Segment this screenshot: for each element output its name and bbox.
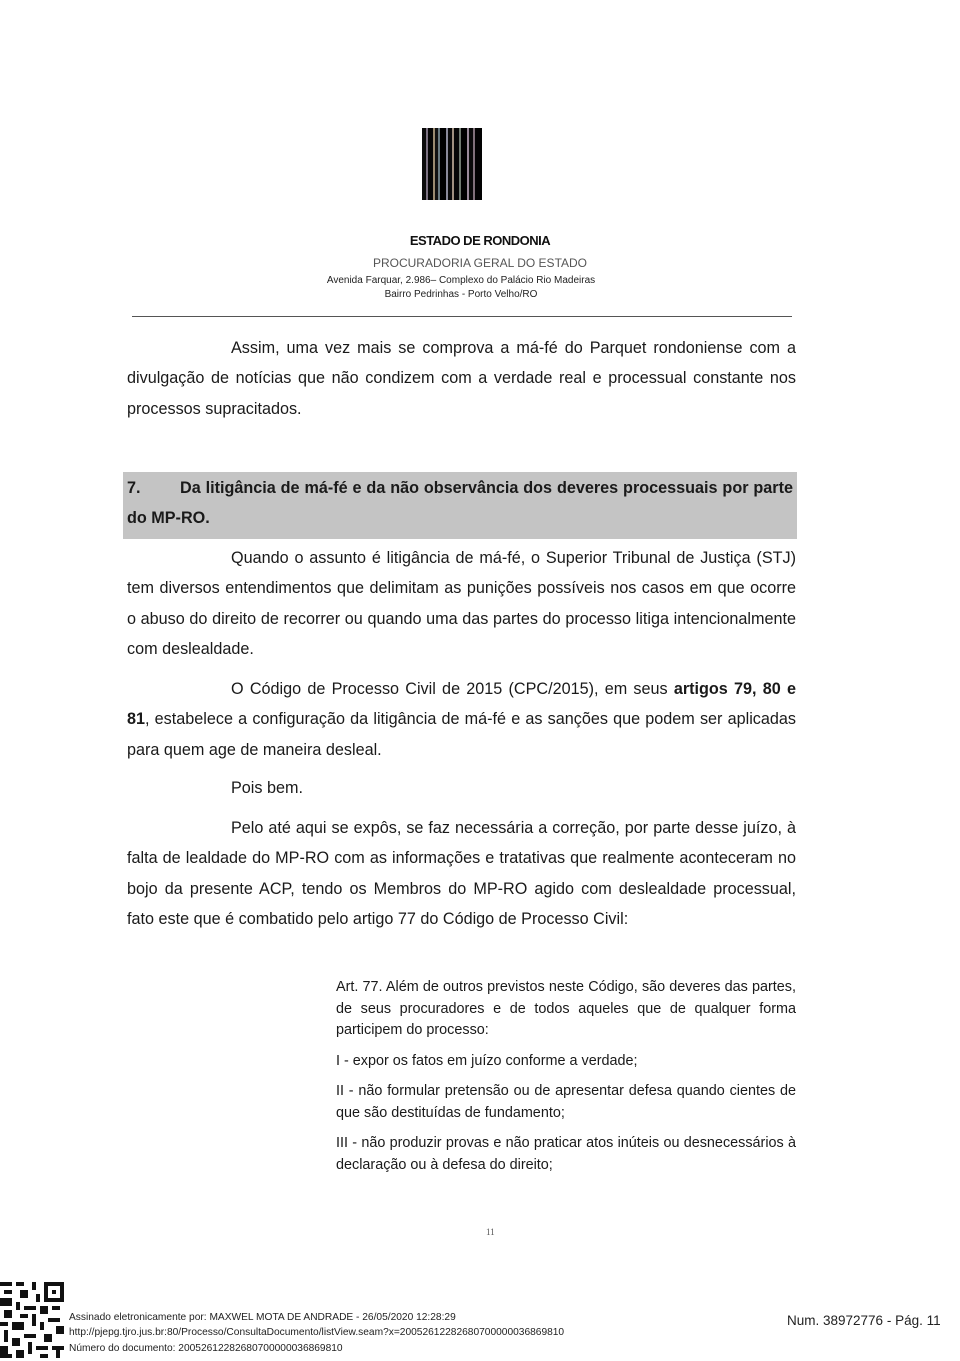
header-address-line2: Bairro Pedrinhas - Porto Velho/RO: [384, 289, 538, 300]
section-heading: [123, 472, 797, 539]
page-number: 11: [486, 1227, 495, 1237]
footer-document-number: Número do documento: 20052612282680700000036869810: [69, 1343, 343, 1354]
section-title: Da litigância de má-fé e da não observância dos deveres processuais por parte do MP-RO.: [127, 479, 793, 527]
header-title: ESTADO DE RONDONIA: [409, 233, 551, 248]
section-number: 7.: [127, 479, 141, 497]
header-subtitle: PROCURADORIA GERAL DO ESTADO: [372, 256, 588, 270]
quote-item-i: I - expor os fatos em juízo conforme a verdade;: [336, 1053, 638, 1069]
paragraph-3: [127, 674, 796, 765]
paragraph-2-text: Quando o assunto é litigância de má-fé, o Superior Tribunal de Justiça (STJ) tem diversos entendimentos que delimitam as punições possíveis nos casos em que ocorre o abuso do direito de recorrer ou quando uma das partes do processo litiga intencionalmente com deslealdade.: [127, 549, 796, 659]
header-address-line1: Avenida Farquar, 2.986– Complexo do Palácio Rio Madeiras: [326, 275, 596, 286]
paragraph-4-text: Pois bem.: [231, 779, 303, 797]
barcode-logo-icon: [422, 128, 482, 200]
paragraph-1: [127, 333, 796, 424]
paragraph-3-bold: artigos 79, 80 e 81: [127, 680, 796, 729]
paragraph-1-text: Assim, uma vez mais se comprova a má-fé do Parquet rondoniense com a divulgação de notícias que não condizem com a verdade real e processual constante nos processos supracitados.: [127, 339, 796, 418]
footer-num-pag: Num. 38972776 - Pág. 11: [787, 1313, 941, 1328]
paragraph-3-text-a: O Código de Processo Civil de 2015 (CPC/2015), em seus: [231, 680, 674, 698]
paragraph-5-text: Pelo até aqui se expôs, se faz necessária a correção, por parte desse juízo, à falta de lealdade do MP-RO com as informações e tratativas que realmente aconteceram no bojo da presente ACP, tendo os Membros do MP-RO agido com deslealdade processual, fato este que é combatido pelo artigo 77 do Código de Processo Civil:: [127, 819, 796, 929]
paragraph-4: [127, 773, 796, 803]
header-divider: [132, 316, 792, 317]
footer-signed-by: Assinado eletronicamente por: MAXWEL MOTA DE ANDRADE - 26/05/2020 12:28:29: [69, 1312, 456, 1323]
paragraph-3-text-b: , estabelece a configuração da litigância de má-fé e as sanções que podem ser aplicadas para quem age de maneira desleal.: [127, 710, 796, 759]
quote-item-ii: II - não formular pretensão ou de apresentar defesa quando cientes de que são destituídas de fundamento;: [336, 1083, 796, 1121]
qr-code-icon: [0, 1282, 64, 1358]
footer-url-link[interactable]: http://pjepg.tjro.jus.br:80/Processo/ConsultaDocumento/listView.seam?x=20052612282680700000036869810: [69, 1327, 565, 1338]
paragraph-5: [127, 813, 796, 935]
paragraph-2: [127, 543, 796, 665]
quote-item-iii: III - não produzir provas e não praticar atos inúteis ou desnecessários à declaração ou à defesa do direito;: [336, 1135, 796, 1173]
quote-art77-caput: Art. 77. Além de outros previstos neste Código, são deveres das partes, de seus procuradores e de todos aqueles que de qualquer forma participem do processo:: [336, 979, 796, 1038]
